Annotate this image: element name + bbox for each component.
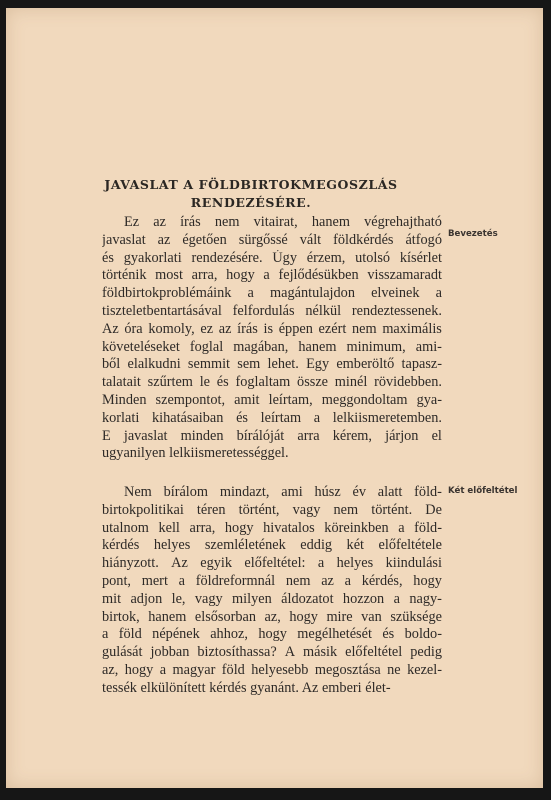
text-line: mit adjon le, vagy milyen áldozatot hozzon a nagy-	[102, 590, 442, 607]
title-line-2: RENDEZÉSÉRE.	[190, 195, 312, 210]
text-line: történik most arra, hogy a fejlődésükben visszamaradt	[102, 267, 442, 284]
document-page	[6, 8, 543, 788]
text-line: korlati kihatásaiban és leírtam a lelkiismeretemben.	[102, 409, 442, 426]
text-line: birtokpolitikai téren történt, vagy nem történt. De	[102, 501, 442, 518]
text-line: ugyanilyen lelkiismeretességgel.	[102, 445, 289, 462]
text-line: E javaslat minden bírálóját arra kérem, járjon el	[102, 427, 442, 444]
paragraph-preconditions	[102, 484, 442, 698]
text-line: utalnom kell arra, hogy hivatalos köreinkben a föld-	[102, 519, 442, 536]
document-title	[66, 176, 436, 212]
text-line: Ez az írás nem vitairat, hanem végrehajtható	[124, 214, 442, 230]
text-line: tessék elkülönített kérdés gyanánt. Az emberi élet-	[102, 679, 391, 696]
paragraph-introduction	[102, 214, 442, 463]
text-line: tiszteletbentartásával felfordulás nélkül rendeztessenek.	[102, 302, 442, 319]
text-line: Az óra komoly, ez az írás is éppen ezért nem maximális	[102, 320, 442, 337]
text-line: és gyakorlati rendezésére. Úgy érzem, utolsó kísérlet	[102, 249, 442, 266]
text-line: a föld népének ahhoz, hogy megélhetését és boldo-	[102, 626, 442, 643]
text-line: javaslat az égetően sürgőssé vált földkérdés átfogó	[102, 231, 442, 248]
text-line: Minden szempontot, amit leírtam, meggondoltam gya-	[102, 391, 442, 408]
text-line: Nem bírálom mindazt, ami húsz év alatt föld-	[124, 484, 442, 500]
text-line: gulását jobban biztosíthassa? A másik előfeltétel pedig	[102, 644, 442, 661]
text-line: birtok, hanem elsősorban az, hogy mire van szüksége	[102, 608, 442, 625]
text-line: ből elalkudni semmit sem lehet. Egy emberöltő tapasz-	[102, 356, 442, 373]
text-line: talatait szűrtem le és foglaltam össze minél rövidebben.	[102, 374, 442, 391]
text-line: követeléseket foglal magában, hanem minimum, ami-	[102, 338, 442, 355]
text-line: hiányzott. Az egyik előfeltétel: a helyes kiindulási	[102, 555, 442, 572]
title-line-1: JAVASLAT A FÖLDBIRTOKMEGOSZLÁS	[104, 177, 398, 192]
margin-note-bevezetes: Bevezetés	[448, 229, 498, 239]
text-line: pont, mert a földreformnál nem az a kérdés, hogy	[102, 572, 442, 589]
margin-note-ket-elofeltetel: Két előfeltétel	[448, 486, 518, 496]
text-line: az, hogy a magyar föld helyesebb megosztása ne kezel-	[102, 661, 442, 678]
text-line: földbirtokproblémáink a magántulajdon elveinek a	[102, 285, 442, 302]
text-line: kérdés helyes szemléletének eddig két előfeltétele	[102, 537, 442, 554]
